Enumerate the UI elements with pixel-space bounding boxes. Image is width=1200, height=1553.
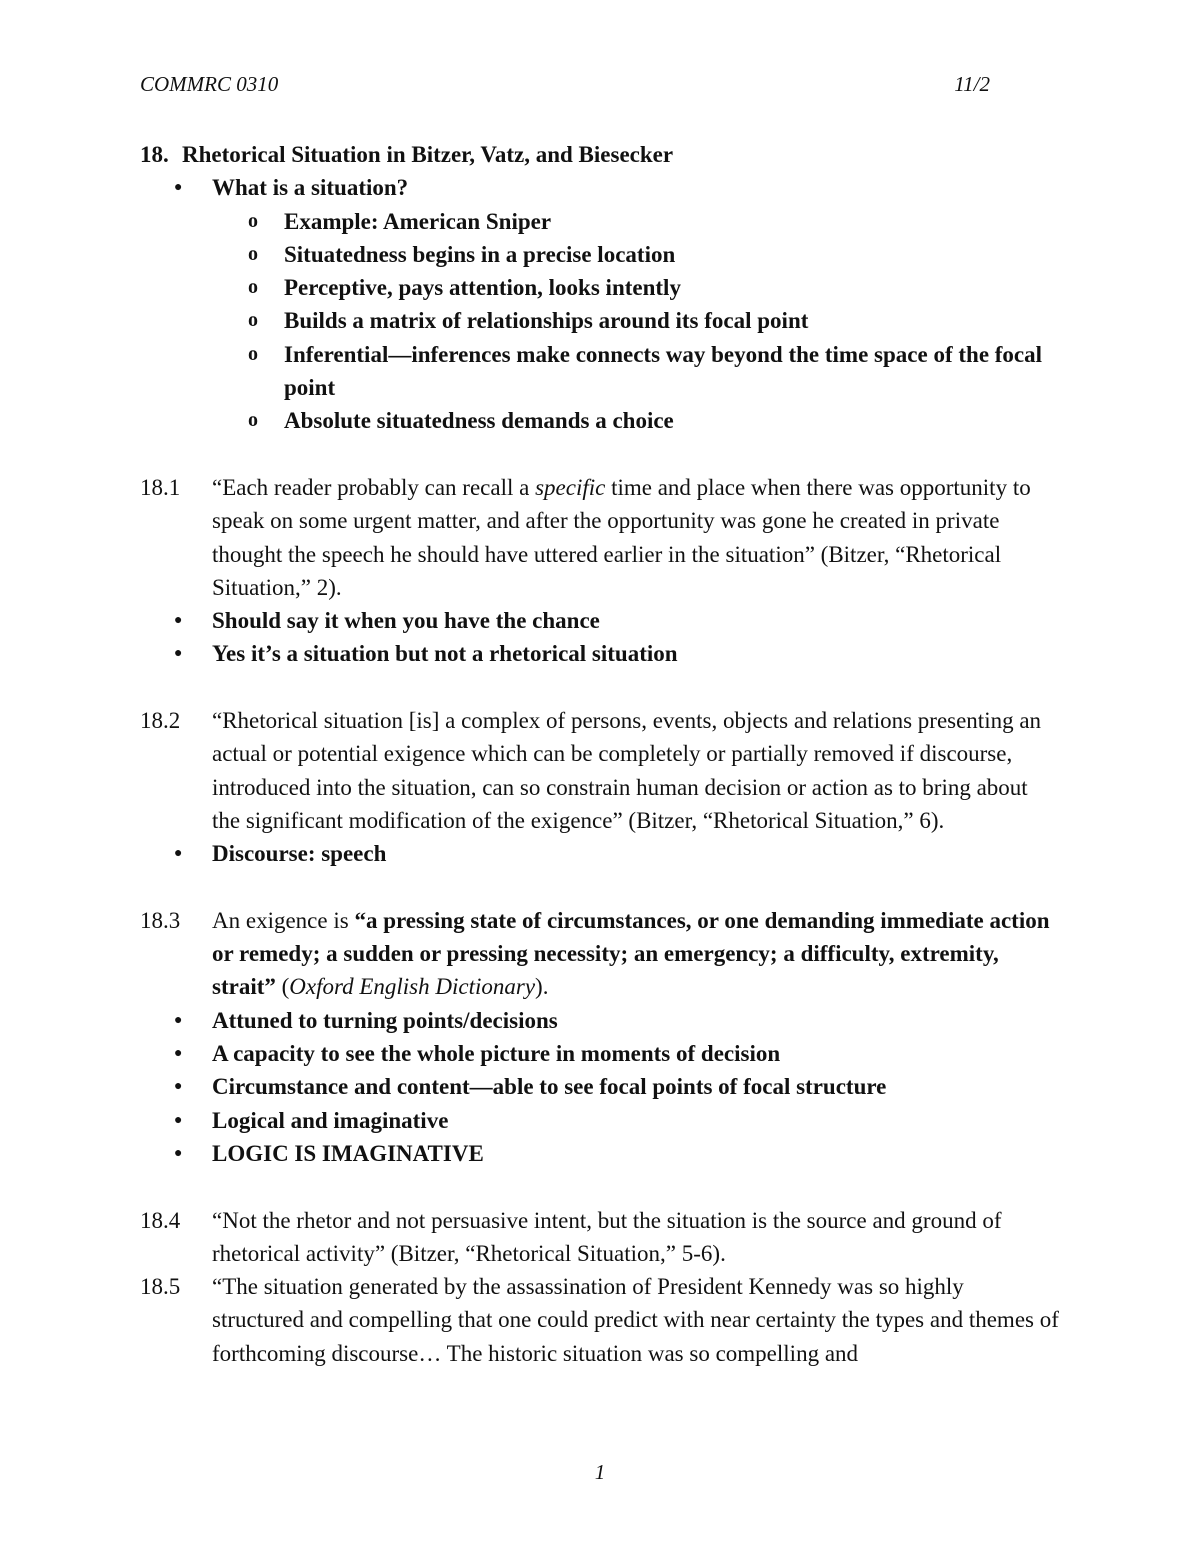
list-item: o Inferential—inferences make connects way beyond the time space of the focal point (284, 338, 1060, 405)
item-18-3 (140, 904, 1060, 1004)
item-number: 18.5 (140, 1274, 181, 1300)
list-item: ● Attuned to turning points/decisions (212, 1004, 1060, 1037)
item-quote: “Each reader probably can recall a specific time and place when there was opportunity to speak on some urgent matter, and after the opportunity was gone he created in private thought the speech he should have uttered earlier in the situation” (Bitzer, “Rhetorical Situation,” 2). (212, 474, 1031, 600)
list-item: o Absolute situatedness demands a choice (284, 404, 1060, 437)
list-item: ● Circumstance and content—able to see focal points of focal structure (212, 1070, 1060, 1103)
list-item: ● Discourse: speech (212, 837, 1060, 870)
list-item: o Example: American Sniper (284, 205, 1060, 238)
page-header (140, 72, 990, 102)
section-number: 18. (140, 142, 169, 167)
item-quote: “Rhetorical situation [is] a complex of persons, events, objects and relations presenting an actual or potential exigence which can be completely or partially removed if discourse, introduced into the situation, can so constrain human decision or action as to bring about the significant modification of the exigence” (Bitzer, “Rhetorical Situation,” 6). (212, 708, 1042, 833)
page-number: 1 (594, 1460, 606, 1484)
item-18-5 (140, 1270, 1060, 1370)
item-number: 18.1 (140, 474, 181, 500)
item-bullets (140, 837, 1060, 870)
list-item: o Builds a matrix of relationships around its focal point (284, 304, 1060, 337)
bullet-text: What is a situation? (212, 175, 409, 201)
list-item (212, 171, 1060, 204)
list-item: ● Logical and imaginative (212, 1104, 1060, 1137)
section-title (140, 138, 1060, 171)
list-item: ● Should say it when you have the chance (212, 604, 1060, 637)
section-title-text: Rhetorical Situation in Bitzer, Vatz, and Biesecker (182, 142, 674, 167)
item-bullets (140, 604, 1060, 671)
header-date: 11/2 (954, 72, 990, 96)
item-number: 18.3 (140, 907, 181, 933)
list-item: o Situatedness begins in a precise location (284, 238, 1060, 271)
section-bullets (140, 171, 1060, 204)
item-number: 18.2 (140, 708, 181, 734)
section-sub-bullets (140, 205, 1060, 438)
item-18-1 (140, 471, 1060, 604)
list-item: ● LOGIC IS IMAGINATIVE (212, 1137, 1060, 1170)
list-item: ● A capacity to see the whole picture in moments of decision (212, 1037, 1060, 1070)
item-bullets (140, 1004, 1060, 1170)
document-body (140, 138, 1060, 1370)
item-number: 18.4 (140, 1207, 181, 1233)
course-code: COMMRC 0310 (140, 72, 279, 96)
item-quote: “The situation generated by the assassination of President Kennedy was so highly structured and compelling that one could predict with near certainty the types and themes of forthcoming discourse… The historic situation was so compelling and (212, 1274, 1059, 1366)
list-item: ● Yes it’s a situation but not a rhetorical situation (212, 637, 1060, 670)
item-quote: “Not the rhetor and not persuasive intent, but the situation is the source and ground of rhetorical activity” (Bitzer, “Rhetorical Situation,” 5-6). (212, 1207, 1002, 1266)
item-quote: An exigence is “a pressing state of circumstances, or one demanding immediate action or remedy; a sudden or pressing necessity; an emergency; a difficulty, extremity, strait” (Oxford English Dictionary). (212, 907, 1050, 1000)
item-18-4 (140, 1204, 1060, 1271)
list-item: o Perceptive, pays attention, looks intently (284, 271, 1060, 304)
item-18-2 (140, 704, 1060, 837)
